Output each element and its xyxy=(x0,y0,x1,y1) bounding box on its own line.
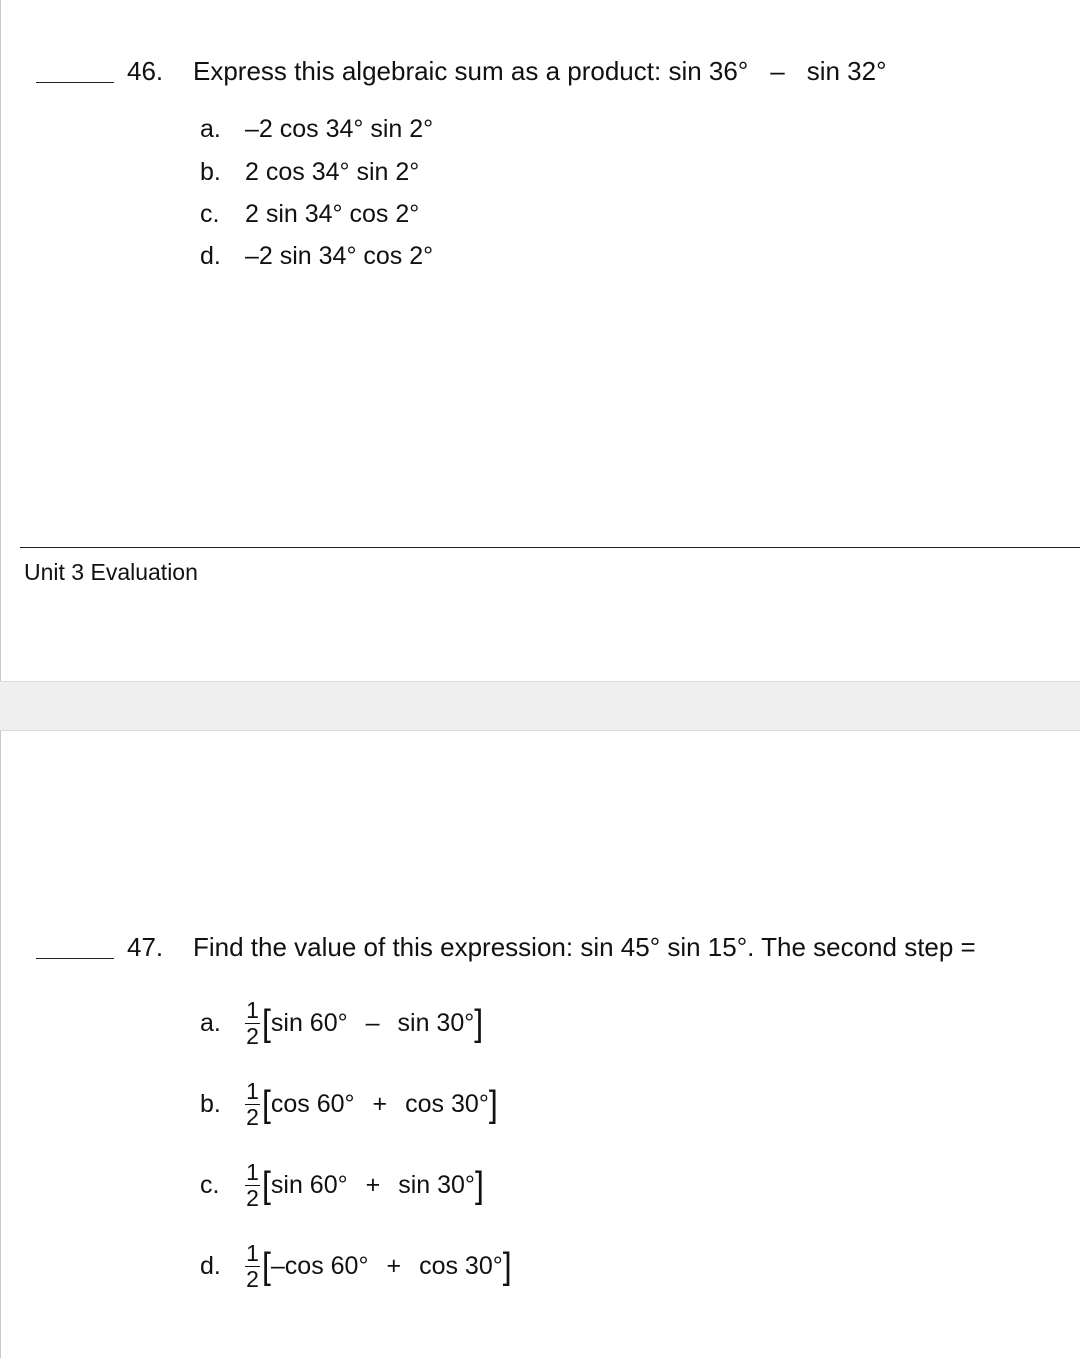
q46-answer-blank[interactable] xyxy=(36,82,114,83)
q47-option-c: $\frac{1}{2}$ [ sin 60° + sin 30° ] xyxy=(246,1158,484,1211)
half-fraction: $\frac{1}{2}$ xyxy=(246,1239,259,1292)
q46-option-c-letter: c. xyxy=(200,200,220,228)
q47-c-term2: sin 30° xyxy=(398,1170,475,1199)
q47-option-d-letter: d. xyxy=(200,1252,221,1280)
footer-divider xyxy=(20,547,1080,548)
q47-expression: sin 45° sin 15° xyxy=(580,932,748,962)
q46-option-b-letter: b. xyxy=(200,158,221,186)
q46-prompt-text: Express this algebraic sum as a product: xyxy=(193,56,662,86)
q47-c-term1: sin 60° xyxy=(270,1170,348,1199)
q47-option-a: $\frac{1}{2}$ [ sin 60° – sin 30° ] xyxy=(246,996,484,1049)
q47-option-a-letter: a. xyxy=(200,1009,221,1037)
q47-answer-blank[interactable] xyxy=(36,958,114,959)
q47-prompt xyxy=(193,932,976,962)
q47-d-term2: cos 30° xyxy=(419,1251,503,1280)
page-break-gap xyxy=(0,681,1080,731)
q46-term1: sin 36° xyxy=(668,56,749,86)
q47-d-term1: –cos 60° xyxy=(270,1251,369,1280)
footer-label: Unit 3 Evaluation xyxy=(24,559,198,585)
q47-b-operator: + xyxy=(372,1089,388,1118)
half-fraction: $\frac{1}{2}$ xyxy=(246,1077,259,1130)
q47-b-term1: cos 60° xyxy=(270,1089,355,1118)
q46-option-d: –2 sin 34° cos 2° xyxy=(245,242,434,270)
q46-operator: – xyxy=(770,56,785,86)
q46-option-d-letter: d. xyxy=(200,242,221,270)
q47-b-term2: cos 30° xyxy=(405,1089,489,1118)
q47-c-operator: + xyxy=(365,1170,381,1199)
q46-number: 46. xyxy=(127,56,164,86)
half-fraction: $\frac{1}{2}$ xyxy=(246,996,259,1049)
q47-option-d: $\frac{1}{2}$ [ –cos 60° + cos 30° ] xyxy=(246,1239,512,1292)
q47-option-b: $\frac{1}{2}$ [ cos 60° + cos 30° ] xyxy=(246,1077,498,1130)
q47-suffix: . The second step = xyxy=(747,932,976,962)
q46-option-a-letter: a. xyxy=(200,115,221,143)
q46-prompt xyxy=(193,56,886,86)
q47-number: 47. xyxy=(127,932,164,962)
q46-option-b: 2 cos 34° sin 2° xyxy=(245,158,420,186)
q47-option-b-letter: b. xyxy=(200,1090,221,1118)
q47-prompt-text: Find the value of this expression: xyxy=(193,932,574,962)
q47-a-operator: – xyxy=(365,1008,380,1037)
q47-option-c-letter: c. xyxy=(200,1171,220,1199)
q46-option-a: –2 cos 34° sin 2° xyxy=(245,115,434,143)
q47-a-term1: sin 60° xyxy=(270,1008,348,1037)
q46-option-c: 2 sin 34° cos 2° xyxy=(245,200,420,228)
page-left-edge xyxy=(0,0,1,1358)
q47-a-term2: sin 30° xyxy=(397,1008,475,1037)
q47-d-operator: + xyxy=(386,1251,402,1280)
half-fraction: $\frac{1}{2}$ xyxy=(246,1158,259,1211)
q46-term2: sin 32° xyxy=(806,56,887,86)
